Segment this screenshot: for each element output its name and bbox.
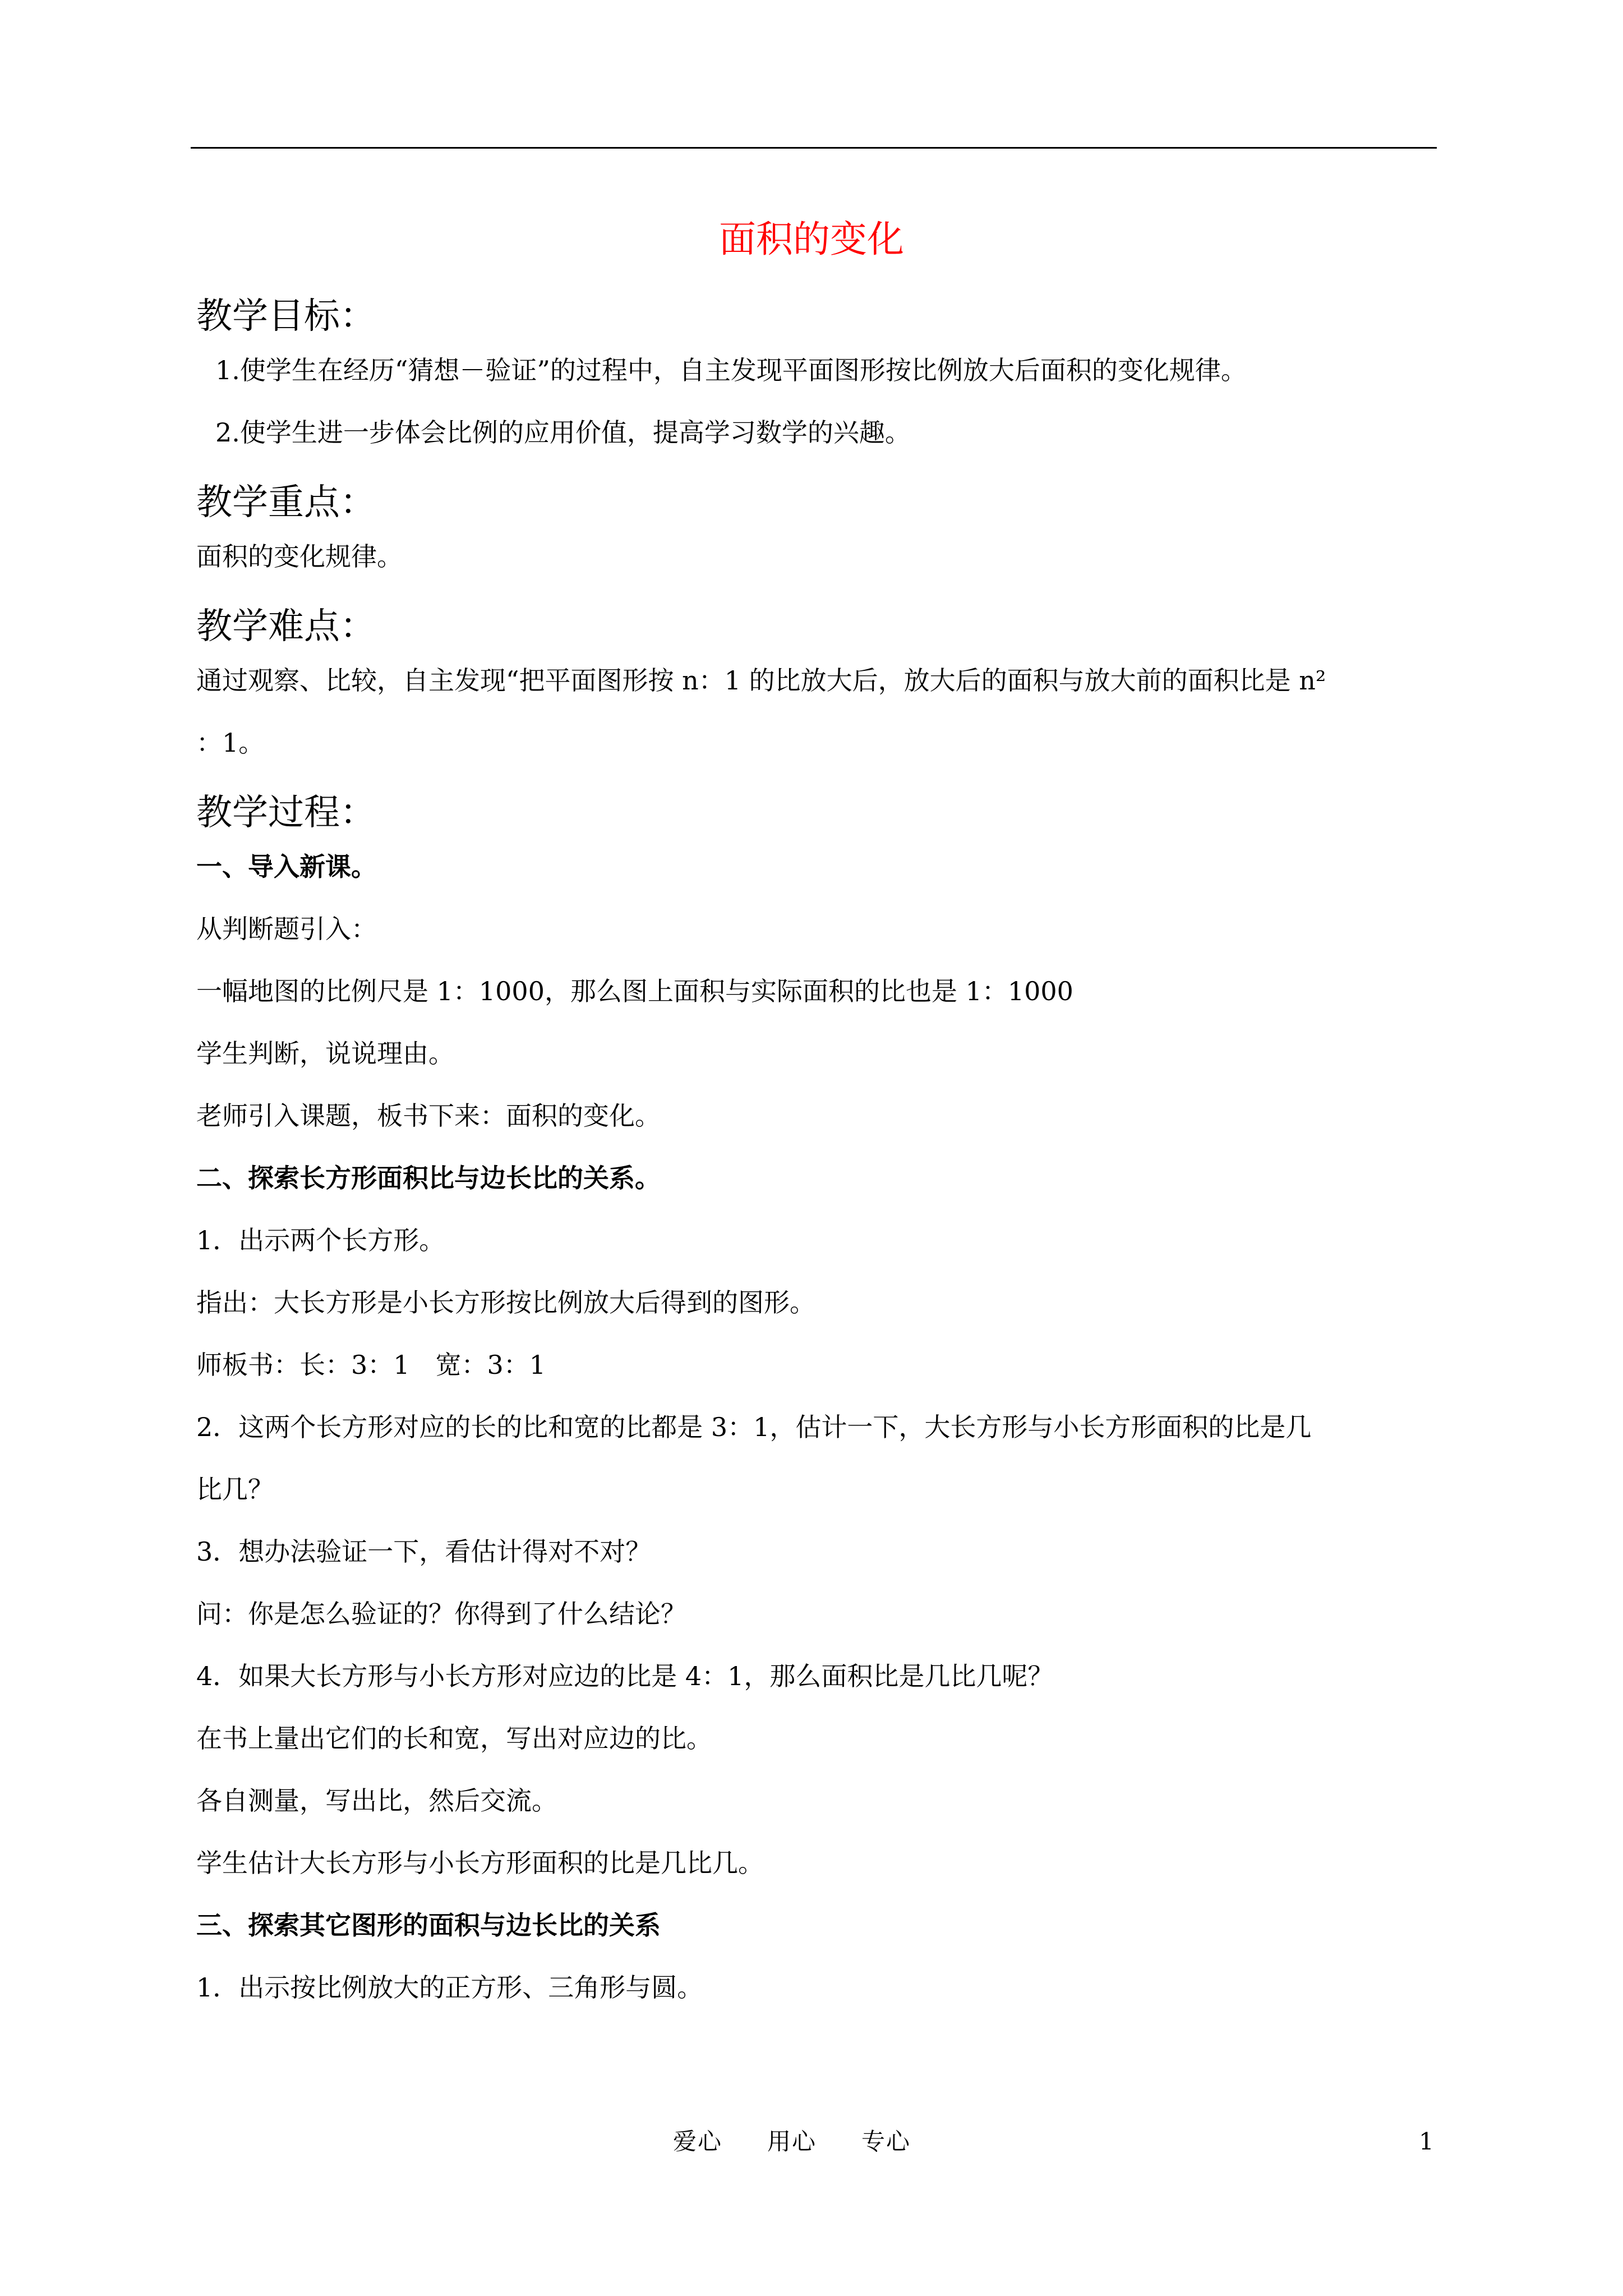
motto-word: 用心 [767,2128,817,2155]
process-line: 指出：大长方形是小长方形按比例放大后得到的图形。 [196,1287,815,1318]
process-line: 学生估计大长方形与小长方形面积的比是几比几。 [196,1848,764,1878]
difficulty-line-2: ：1。 [196,728,265,758]
difficulty-line-1: 通过观察、比较，自主发现“把平面图形按 n：1 的比放大后，放大后的面积与放大前的面积比是 n² [196,665,1326,696]
section-heading-intro: 一、导入新课。 [196,852,377,882]
process-line: 师板书：长：3：1 宽：3：1 [196,1350,546,1380]
header-rule [191,147,1437,149]
key-point-text: 面积的变化规律。 [196,541,403,572]
section-heading-rectangle: 二、探索长方形面积比与边长比的关系。 [196,1163,661,1193]
objective-2: 2.使学生进一步体会比例的应用价值，提高学习数学的兴趣。 [215,417,911,448]
page-footer [0,2125,1623,2159]
process-line: 1．出示两个长方形。 [196,1225,445,1255]
page-number: 1 [1419,2128,1434,2155]
process-line: 4．如果大长方形与小长方形对应边的比是 4：1，那么面积比是几比几呢？ [196,1661,1054,1691]
process-line: 在书上量出它们的长和宽，写出对应边的比。 [196,1723,712,1754]
process-line: 从判断题引入： [196,914,377,944]
heading-process: 教学过程： [196,792,376,834]
process-line: 3．想办法验证一下，看估计得对不对？ [196,1536,652,1567]
process-line: 比几？ [196,1474,274,1504]
process-line: 一幅地图的比例尺是 1：1000，那么图上面积与实际面积的比也是 1：1000 [196,976,1073,1006]
motto-word: 专心 [861,2128,911,2155]
process-line: 问：你是怎么验证的？你得到了什么结论？ [196,1599,686,1629]
document-body [196,292,1430,2033]
section-heading-other-shapes: 三、探索其它图形的面积与边长比的关系 [196,1910,661,1940]
footer-motto [673,2125,956,2159]
heading-key-point: 教学重点： [196,482,376,523]
heading-difficulty: 教学难点： [196,606,376,647]
motto-word: 爱心 [673,2128,723,2155]
process-line: 学生判断，说说理由。 [196,1038,454,1069]
heading-objectives: 教学目标： [196,296,376,337]
process-line: 1．出示按比例放大的正方形、三角形与圆。 [196,1972,703,2003]
process-line: 老师引入课题，板书下来：面积的变化。 [196,1101,661,1131]
process-line: 2．这两个长方形对应的长的比和宽的比都是 3：1，估计一下，大长方形与小长方形面积的比是几 [196,1412,1312,1442]
objective-1: 1.使学生在经历“猜想－验证”的过程中，自主发现平面图形按比例放大后面积的变化规律。 [215,355,1247,385]
process-line: 各自测量，写出比，然后交流。 [196,1786,557,1816]
document-title: 面积的变化 [719,218,904,261]
